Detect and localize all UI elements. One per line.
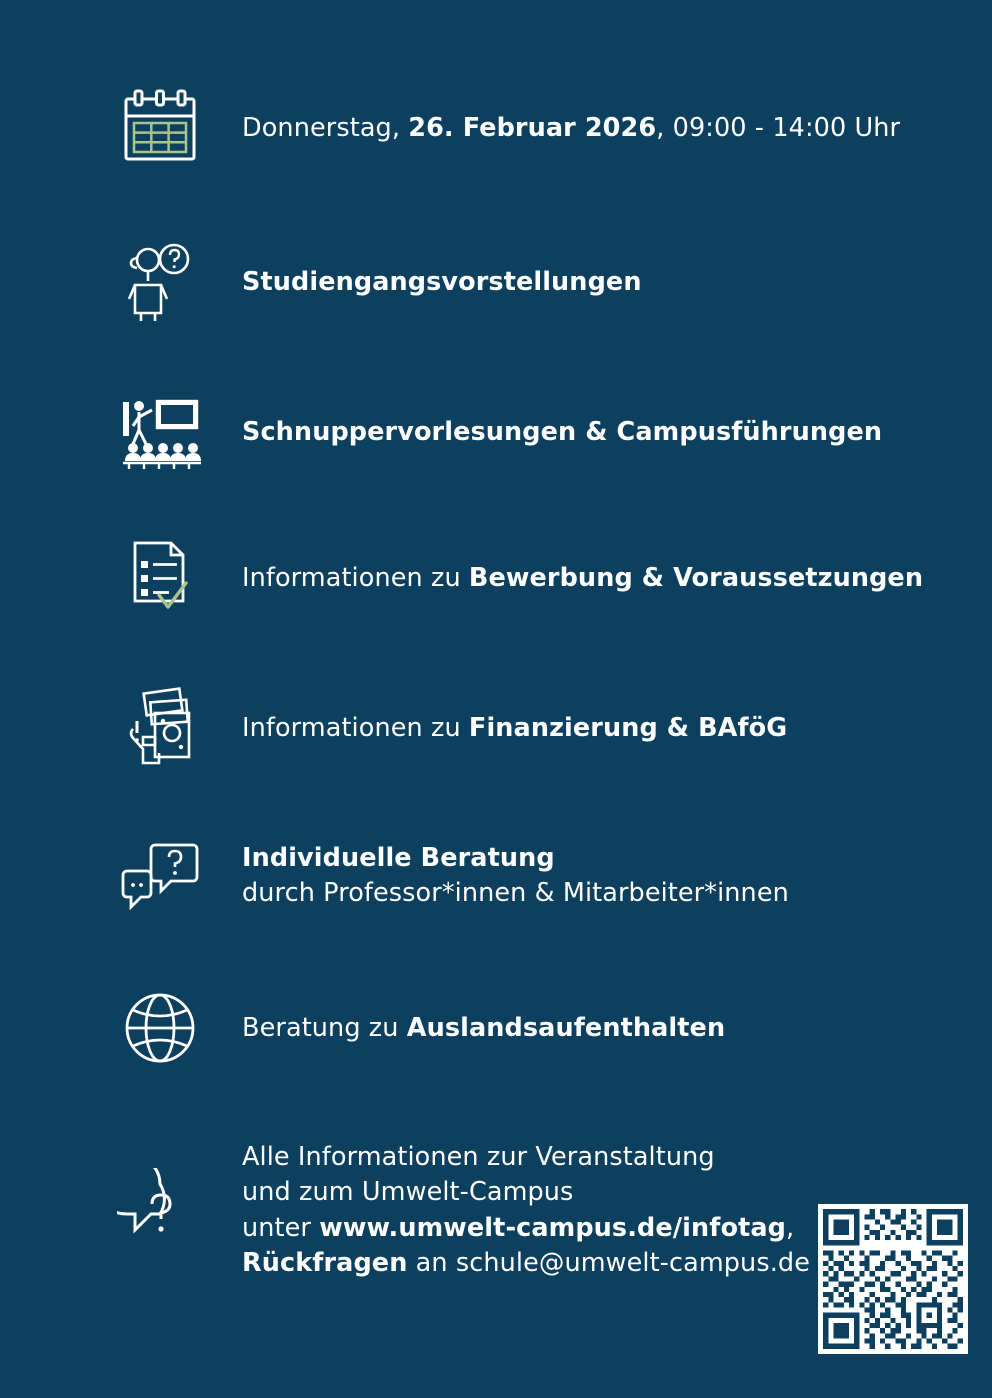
financing-bold: Finanzierung & BAföG [468,712,788,743]
individual-advice-title: Individuelle Beratung [242,843,555,874]
application-text [242,561,923,596]
lecture-hall-icon [110,382,210,482]
study-programmes-label: Studiengangsvorstellungen [242,266,642,297]
qr-code[interactable] [818,1204,968,1354]
row-individual-advice [110,826,789,926]
date-post: , 09:00 - 14:00 Uhr [656,112,901,143]
speaker-question-icon [110,232,210,332]
abroad-pre: Beratung zu [242,1012,407,1043]
money-hand-icon [110,678,210,778]
info-line-3-post: , [786,1212,795,1243]
individual-advice-text [242,841,789,910]
calendar-icon [110,78,210,178]
date-pre: Donnerstag, [242,112,409,143]
info-line-3-pre: unter [242,1212,320,1243]
application-pre: Informationen zu [242,562,469,593]
abroad-text [242,1011,725,1046]
abroad-bold: Auslandsaufenthalten [406,1012,726,1043]
info-text [242,1140,810,1282]
date-bold: 26. Februar 2026 [408,112,657,143]
info-email[interactable]: an schule@umwelt-campus.de [407,1248,810,1279]
info-line-4-bold: Rückfragen [242,1248,408,1279]
row-financing [110,678,787,778]
row-info [110,1140,810,1282]
globe-icon [110,978,210,1078]
trial-lectures-label: Schnuppervorlesungen & Campusführungen [242,416,883,447]
document-check-icon [110,528,210,628]
trial-lectures-text [242,415,882,450]
question-bubble-icon [110,1161,210,1261]
study-programmes-text [242,265,642,300]
info-website-link[interactable]: www.umwelt-campus.de/infotag [319,1212,787,1243]
speech-bubbles-question-icon [110,826,210,926]
application-bold: Bewerbung & Voraussetzungen [468,562,924,593]
financing-text [242,711,787,746]
row-study-programmes [110,232,642,332]
info-line-1: Alle Informationen zur Veranstaltung [242,1142,715,1172]
row-trial-lectures [110,382,882,482]
row-date [110,78,900,178]
row-abroad [110,978,725,1078]
date-text [242,111,900,146]
row-application [110,528,923,628]
info-line-2: und zum Umwelt-Campus [242,1177,574,1208]
individual-advice-subtitle: durch Professor*innen & Mitarbeiter*innen [242,878,789,908]
financing-pre: Informationen zu [242,712,469,743]
